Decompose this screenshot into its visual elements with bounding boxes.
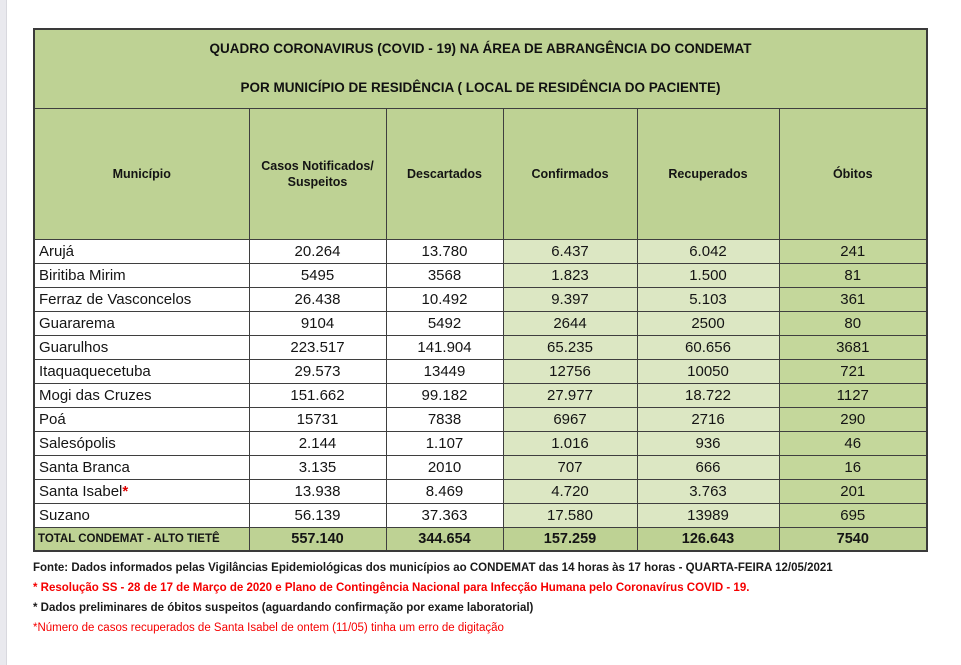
cell-descartados: 8.469: [386, 479, 503, 503]
column-header-confirmados: Confirmados: [503, 108, 637, 239]
total-obitos: 7540: [779, 527, 927, 551]
cell-notificados: 9104: [249, 311, 386, 335]
cell-recuperados: 666: [637, 455, 779, 479]
cell-recuperados: 2500: [637, 311, 779, 335]
cell-descartados: 2010: [386, 455, 503, 479]
cell-descartados: 10.492: [386, 287, 503, 311]
column-header-recuperados: Recuperados: [637, 108, 779, 239]
cell-notificados: 3.135: [249, 455, 386, 479]
cell-obitos: 3681: [779, 335, 927, 359]
table-row: [34, 239, 927, 263]
cell-municipio: Salesópolis: [34, 431, 249, 455]
cell-descartados: 141.904: [386, 335, 503, 359]
cell-municipio: Ferraz de Vasconcelos: [34, 287, 249, 311]
cell-obitos: 81: [779, 263, 927, 287]
cell-municipio: Itaquaquecetuba: [34, 359, 249, 383]
cell-confirmados: 65.235: [503, 335, 637, 359]
total-confirmados: 157.259: [503, 527, 637, 551]
cell-descartados: 5492: [386, 311, 503, 335]
cell-descartados: 13.780: [386, 239, 503, 263]
table-row: [34, 455, 927, 479]
cell-confirmados: 4.720: [503, 479, 637, 503]
title-row: [34, 29, 927, 108]
cell-recuperados: 2716: [637, 407, 779, 431]
footnote: * Resolução SS - 28 de 17 de Março de 2020 e Plano de Contingência Nacional para Infecção Humana pelo Coronavírus COVID - 19.: [33, 582, 750, 594]
cell-confirmados: 12756: [503, 359, 637, 383]
cell-obitos: 16: [779, 455, 927, 479]
cell-obitos: 721: [779, 359, 927, 383]
total-label: TOTAL CONDEMAT - ALTO TIETÊ: [34, 527, 249, 551]
cell-recuperados: 1.500: [637, 263, 779, 287]
table-row: [34, 503, 927, 527]
table-row: [34, 407, 927, 431]
cell-municipio: Biritiba Mirim: [34, 263, 249, 287]
cell-confirmados: 6967: [503, 407, 637, 431]
table-row: [34, 287, 927, 311]
column-header-obitos: Óbitos: [779, 108, 927, 239]
cell-notificados: 20.264: [249, 239, 386, 263]
cell-obitos: 46: [779, 431, 927, 455]
cell-municipio: Santa Isabel*: [34, 479, 249, 503]
table-row: [34, 479, 927, 503]
cell-obitos: 290: [779, 407, 927, 431]
cell-municipio: Guararema: [34, 311, 249, 335]
table-row: [34, 359, 927, 383]
cell-recuperados: 936: [637, 431, 779, 455]
table-title-line2: POR MUNICÍPIO DE RESIDÊNCIA ( LOCAL DE RESIDÊNCIA DO PACIENTE): [240, 80, 721, 96]
footnote: *Número de casos recuperados de Santa Isabel de ontem (11/05) tinha um erro de digitação: [33, 622, 504, 634]
cell-recuperados: 60.656: [637, 335, 779, 359]
cell-municipio: Poá: [34, 407, 249, 431]
cell-notificados: 29.573: [249, 359, 386, 383]
table-title: [34, 29, 927, 108]
footnote: * Dados preliminares de óbitos suspeitos (aguardando confirmação por exame laboratorial): [33, 602, 534, 614]
cell-obitos: 695: [779, 503, 927, 527]
cell-obitos: 1127: [779, 383, 927, 407]
cell-confirmados: 1.016: [503, 431, 637, 455]
cell-municipio: Mogi das Cruzes: [34, 383, 249, 407]
cell-notificados: 223.517: [249, 335, 386, 359]
column-header-notificados: Casos Notificados/ Suspeitos: [249, 108, 386, 239]
cell-confirmados: 6.437: [503, 239, 637, 263]
table-title-line1: QUADRO CORONAVIRUS (COVID - 19) NA ÁREA DE ABRANGÊNCIA DO CONDEMAT: [209, 41, 752, 57]
cell-municipio: Suzano: [34, 503, 249, 527]
cell-municipio: Arujá: [34, 239, 249, 263]
cell-descartados: 99.182: [386, 383, 503, 407]
cell-confirmados: 9.397: [503, 287, 637, 311]
cell-notificados: 56.139: [249, 503, 386, 527]
total-recuperados: 126.643: [637, 527, 779, 551]
table-row: [34, 335, 927, 359]
cell-descartados: 13449: [386, 359, 503, 383]
page-left-edge: [0, 0, 7, 665]
cell-notificados: 26.438: [249, 287, 386, 311]
cell-confirmados: 17.580: [503, 503, 637, 527]
table-row: [34, 311, 927, 335]
cell-notificados: 13.938: [249, 479, 386, 503]
table-row: [34, 263, 927, 287]
covid-table-sheet: [33, 28, 926, 638]
column-header-municipio: Município: [34, 108, 249, 239]
cell-notificados: 15731: [249, 407, 386, 431]
cell-recuperados: 3.763: [637, 479, 779, 503]
cell-confirmados: 707: [503, 455, 637, 479]
cell-obitos: 361: [779, 287, 927, 311]
footnotes: [33, 558, 926, 638]
cell-notificados: 2.144: [249, 431, 386, 455]
cell-descartados: 7838: [386, 407, 503, 431]
cell-notificados: 5495: [249, 263, 386, 287]
cell-obitos: 241: [779, 239, 927, 263]
table-row: [34, 431, 927, 455]
cell-notificados: 151.662: [249, 383, 386, 407]
cell-obitos: 80: [779, 311, 927, 335]
cell-recuperados: 13989: [637, 503, 779, 527]
cell-municipio: Guarulhos: [34, 335, 249, 359]
cell-recuperados: 6.042: [637, 239, 779, 263]
covid-table: [33, 28, 928, 552]
total-row: [34, 527, 927, 551]
cell-confirmados: 1.823: [503, 263, 637, 287]
cell-recuperados: 5.103: [637, 287, 779, 311]
cell-recuperados: 18.722: [637, 383, 779, 407]
cell-descartados: 37.363: [386, 503, 503, 527]
footnote: Fonte: Dados informados pelas Vigilâncias Epidemiológicas dos municípios ao CONDEMAT das 14 horas às 17 horas - QUARTA-FEIRA 12/05/2021: [33, 562, 833, 574]
cell-descartados: 1.107: [386, 431, 503, 455]
cell-descartados: 3568: [386, 263, 503, 287]
cell-confirmados: 27.977: [503, 383, 637, 407]
cell-municipio: Santa Branca: [34, 455, 249, 479]
red-asterisk: *: [122, 482, 129, 500]
column-header-descartados: Descartados: [386, 108, 503, 239]
cell-confirmados: 2644: [503, 311, 637, 335]
total-notificados: 557.140: [249, 527, 386, 551]
table-row: [34, 383, 927, 407]
cell-recuperados: 10050: [637, 359, 779, 383]
total-descartados: 344.654: [386, 527, 503, 551]
column-header-row: [34, 108, 927, 239]
cell-obitos: 201: [779, 479, 927, 503]
